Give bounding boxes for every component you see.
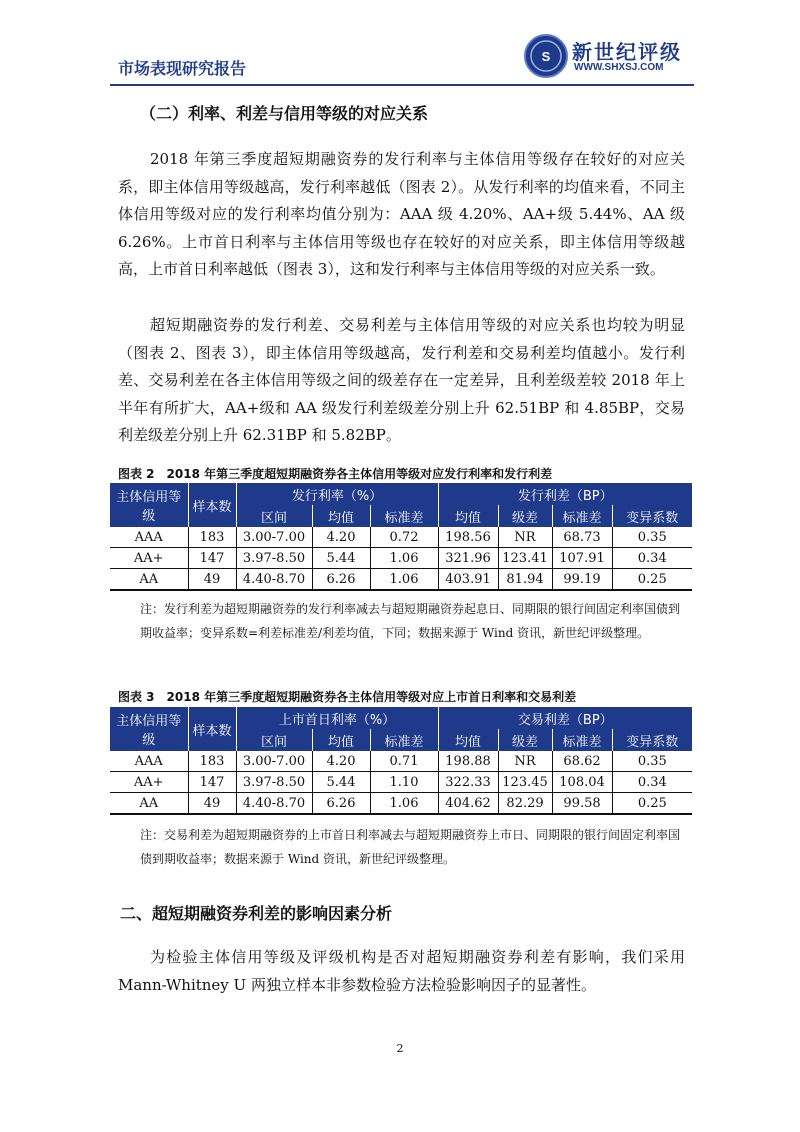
cell: 0.71 [370,751,438,772]
cell: 147 [188,772,236,793]
subheader: 标准差 [370,505,438,527]
cell: 1.06 [370,793,438,815]
cell: 0.34 [612,548,692,569]
cell: 1.06 [370,569,438,591]
table-row [110,751,692,772]
cell: 49 [188,793,236,815]
table-row [110,527,692,548]
brand-url: WWW.SHXSJ.COM [574,62,664,73]
cell: 0.35 [612,751,692,772]
cell: 6.26 [312,793,370,815]
cell: 81.94 [498,569,552,591]
subheader: 标准差 [552,729,612,751]
paragraph-1: 2018 年第三季度超短期融资券的发行利率与主体信用等级存在较好的对应关系，即主体信用等级越高，发行利率越低（图表 2）。从发行利率的均值来看，不同主体信用等级对应的发行利率均值分别为：AAA 级 4.20%、AA+级 5.44%、AA 级 6.26%。上市首日利率与主体信用等级也存在较好的对应关系，即主体信用等级越高，上市首日利率越低（图表 3），这和发行利率与主体信用等级的对应关系一致。 [118,150,685,278]
table-row [110,772,692,793]
subheader: 均值 [438,729,498,751]
cell: 68.73 [552,527,612,548]
subheader: 级差 [498,729,552,751]
subheader: 均值 [312,729,370,751]
subheader: 区间 [236,505,312,527]
table-row [110,569,692,591]
cell: 0.25 [612,569,692,591]
header-count: 样本数 [188,707,236,751]
cell: 3.00-7.00 [236,751,312,772]
subheader: 标准差 [370,729,438,751]
company-logo-icon [524,34,568,78]
cell: 4.20 [312,527,370,548]
cell: AA+ [110,548,188,569]
cell: 404.62 [438,793,498,815]
table-1-caption: 图表 2 2018 年第三季度超短期融资券各主体信用等级对应发行利率和发行利差 [118,467,553,481]
cell: 4.40-8.70 [236,793,312,815]
cell: AAA [110,751,188,772]
section-heading: 二、超短期融资券利差的影响因素分析 [120,904,393,923]
cell: 0.72 [370,527,438,548]
cell: 49 [188,569,236,591]
cell: 6.26 [312,569,370,591]
cell: 321.96 [438,548,498,569]
cell: 3.97-8.50 [236,548,312,569]
cell: 0.35 [612,527,692,548]
cell: 5.44 [312,772,370,793]
cell: 0.25 [612,793,692,815]
cell: 5.44 [312,548,370,569]
cell: 198.88 [438,751,498,772]
report-series-title: 市场表现研究报告 [118,59,247,78]
table-2 [110,707,692,815]
cell: 107.91 [552,548,612,569]
cell: 99.58 [552,793,612,815]
header-rating: 主体信用等级 [110,483,188,527]
paragraph-2: 超短期融资券的发行利差、交易利差与主体信用等级的对应关系也均较为明显（图表 2、图表 3），即主体信用等级越高，发行利差和交易利差均值越小。发行利差、交易利差在各主体信用等级之间的级差存在一定差异，且利差级差较 2018 年上半年有所扩大，AA+级和 AA 级发行利差级差分别上升 62.51BP 和 4.85BP，交易利差级差分别上升 62.31BP 和 5.82BP。 [118,316,685,444]
table-1-note: 注：发行利差为超短期融资券的发行利率减去与超短期融资券起息日、同期限的银行间固定利率国债到期收益率；变异系数=利差标准差/利差均值，下同；数据来源于 Wind 资讯，新世纪评级整理。 [140,602,681,640]
header-group-spread: 交易利差（BP） [438,707,692,729]
cell: 1.10 [370,772,438,793]
paragraph-3: 为检验主体信用等级及评级机构是否对超短期融资券利差有影响，我们采用 Mann-Whitney U 两独立样本非参数检验方法检验影响因子的显著性。 [118,948,685,994]
subheader: 均值 [312,505,370,527]
header-count: 样本数 [188,483,236,527]
page-number: 2 [396,1042,404,1055]
table-row [110,548,692,569]
cell: 4.40-8.70 [236,569,312,591]
cell: AA [110,569,188,591]
cell: 183 [188,527,236,548]
subsection-heading: （二）利率、利差与信用等级的对应关系 [140,104,429,123]
header-group-rate: 发行利率（%） [236,483,438,505]
cell: AA [110,793,188,815]
cell: NR [498,527,552,548]
cell: 82.29 [498,793,552,815]
cell: 198.56 [438,527,498,548]
subheader: 变异系数 [612,729,692,751]
cell: 3.00-7.00 [236,527,312,548]
cell: AA+ [110,772,188,793]
brand-name: 新世纪评级 [572,40,682,64]
cell: 403.91 [438,569,498,591]
cell: 147 [188,548,236,569]
cell: 0.34 [612,772,692,793]
table-2-caption: 图表 3 2018 年第三季度超短期融资券各主体信用等级对应上市首日利率和交易利差 [118,690,577,704]
subheader: 变异系数 [612,505,692,527]
svg-text:S: S [541,49,551,64]
cell: 68.62 [552,751,612,772]
header-rating: 主体信用等级 [110,707,188,751]
header-divider [110,84,694,86]
cell: 1.06 [370,548,438,569]
cell: 99.19 [552,569,612,591]
cell: NR [498,751,552,772]
header-group-spread: 发行利差（BP） [438,483,692,505]
table-row [110,793,692,815]
table-2-note: 注：交易利差为超短期融资券的上市首日利率减去与超短期融资券上市日、同期限的银行间固定利率国债到期收益率；数据来源于 Wind 资讯，新世纪评级整理。 [140,828,681,866]
cell: 322.33 [438,772,498,793]
table-1 [110,483,692,591]
cell: 123.41 [498,548,552,569]
subheader: 级差 [498,505,552,527]
cell: 123.45 [498,772,552,793]
cell: 108.04 [552,772,612,793]
subheader: 区间 [236,729,312,751]
cell: AAA [110,527,188,548]
subheader: 标准差 [552,505,612,527]
subheader: 均值 [438,505,498,527]
cell: 3.97-8.50 [236,772,312,793]
cell: 4.20 [312,751,370,772]
header-group-rate: 上市首日利率（%） [236,707,438,729]
cell: 183 [188,751,236,772]
